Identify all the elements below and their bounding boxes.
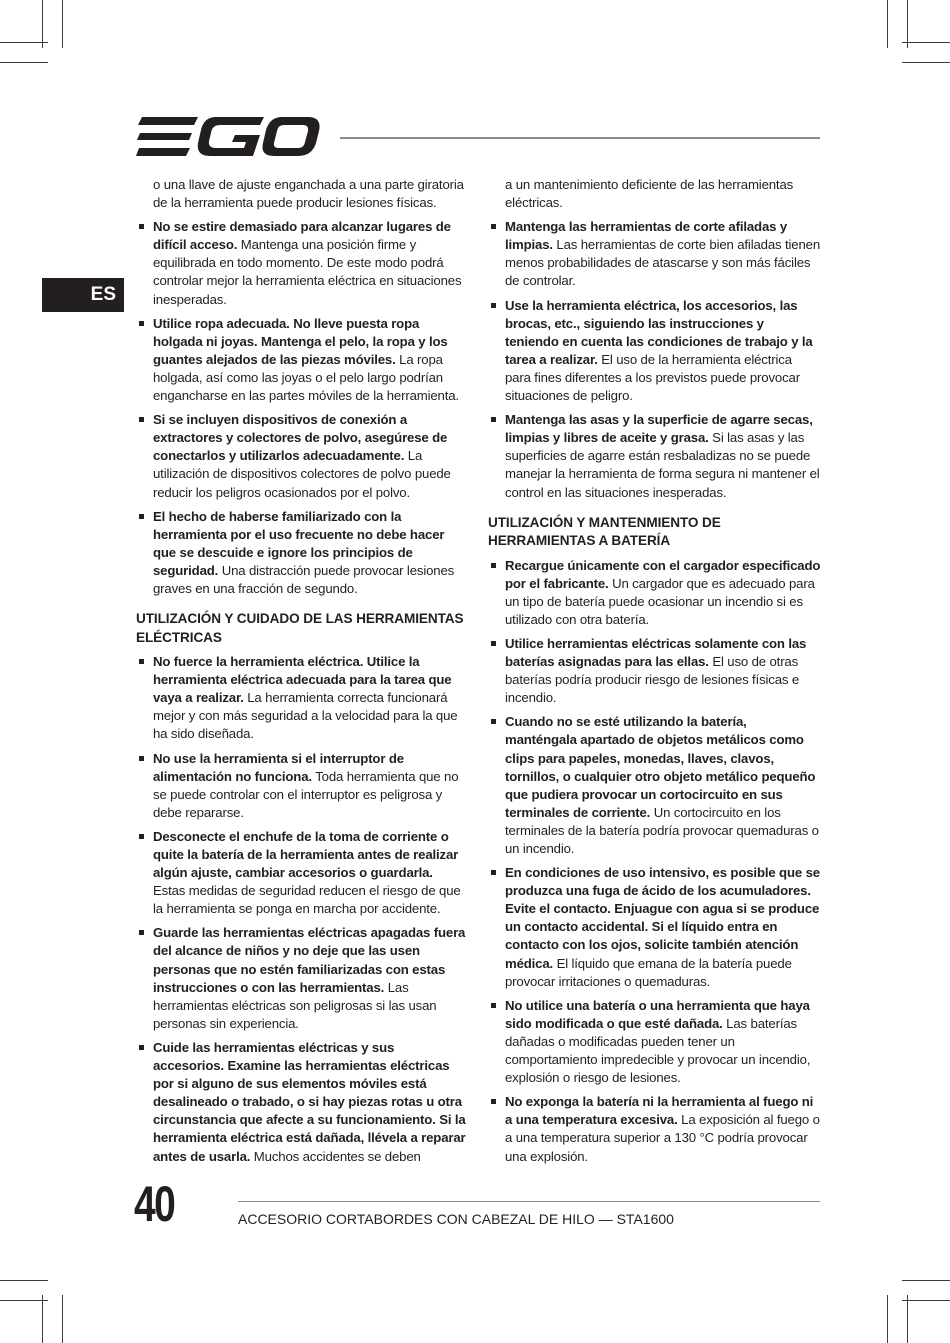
list-item: Utilice herramientas eléctricas solamente con las baterías asignadas para las ellas. El uso de otras baterías podría producir riesgo de lesiones físicas e incendio. [488, 635, 821, 707]
crop-mark [902, 1300, 950, 1301]
list-item: Guarde las herramientas eléctricas apagadas fuera del alcance de niños y no deje que las usen personas que no estén familiarizadas con estas instrucciones o con las herramientas. Las herramientas eléctricas son peligrosas si las usan personas sin experiencia. [136, 924, 468, 1033]
crop-mark [887, 1295, 888, 1343]
crop-mark [907, 0, 908, 48]
footer-product-title: ACCESORIO CORTABORDES CON CABEZAL DE HILO — STA1600 [238, 1211, 674, 1227]
list-item: Si se incluyen dispositivos de conexión a extractores y colectores de polvo, asegúrese de conectarlos y utilizarlos adecuadamente. La utilización de dispositivos colectores de polvo puede reducir los peligros ocasionados por el polvo. [136, 411, 468, 501]
list-item: No use la herramienta si el interruptor de alimentación no funciona. Toda herramienta que no se puede controlar con el interruptor es peligrosa y debe repararse. [136, 750, 468, 822]
continued-paragraph: o una llave de ajuste enganchada a una parte giratoria de la herramienta puede producir lesiones físicas. [153, 177, 464, 211]
ego-logo [136, 115, 322, 159]
list-item: En condiciones de uso intensivo, es posible que se produzca una fuga de ácido de los acumuladores. Evite el contacto. Enjuague con agua si se produce un contacto accidental. Si el líquido entra en contacto con los ojos, solicite también atención médica. El líquido que emana de la batería puede provocar irritaciones o quemaduras. [488, 864, 821, 991]
crop-mark [907, 1295, 908, 1343]
list-item: Recargue únicamente con el cargador especificado por el fabricante. Un cargador que es adecuado para un tipo de batería puede ocasionar un incendio si es utilizado con otra batería. [488, 557, 821, 629]
crop-mark [62, 0, 63, 48]
crop-mark [0, 42, 48, 43]
crop-mark [902, 62, 950, 63]
crop-mark [42, 0, 43, 48]
crop-mark [62, 1295, 63, 1343]
right-column [488, 176, 821, 1172]
crop-mark [0, 1280, 48, 1281]
list-item: Desconecte el enchufe de la toma de corriente o quite la batería de la herramienta antes de realizar algún ajuste, cambiar accesorios o guardarla. Estas medidas de seguridad reducen el riesgo de que la herramienta se ponga en marcha por accidente. [136, 828, 468, 918]
footer-rule [238, 1201, 820, 1202]
crop-mark [887, 0, 888, 48]
list-item: Utilice ropa adecuada. No lleve puesta ropa holgada ni joyas. Mantenga el pelo, la ropa y los guantes alejados de las piezas móviles. La ropa holgada, así como las joyas o el pelo largo podrían engancharse en las partes móviles de la herramienta. [136, 315, 468, 405]
section-heading: UTILIZACIÓN Y MANTENMIENTO DE HERRAMIENTAS A BATERÍA [488, 514, 721, 549]
list-item: No exponga la batería ni la herramienta al fuego ni a una temperatura excesiva. La exposición al fuego o a una temperatura superior a 130 °C podría provocar una explosión. [488, 1093, 821, 1165]
list-item: Cuide las herramientas eléctricas y sus accesorios. Examine las herramientas eléctricas por si alguno de sus elementos móviles está desalineado o trabado, o si hay piezas rotas u otra circunstancia que afecte a su funcionamiento. Si la herramienta eléctrica está dañada, llévela a reparar antes de usarla. Muchos accidentes se deben [136, 1039, 468, 1166]
continued-paragraph: a un mantenimiento deficiente de las herramientas eléctricas. [505, 177, 794, 211]
list-item: Mantenga las herramientas de corte afiladas y limpias. Las herramientas de corte bien afiladas tienen menos probabilidades de atascarse y son más fáciles de controlar. [488, 218, 821, 290]
crop-mark [902, 42, 950, 43]
list-item: No se estire demasiado para alcanzar lugares de difícil acceso. Mantenga una posición firme y equilibrada en todo momento. De este modo podrá controlar mejor la herramienta eléctrica en situaciones inesperadas. [136, 218, 468, 308]
crop-mark [0, 62, 48, 63]
header-rule [340, 137, 820, 139]
section-heading: UTILIZACIÓN Y CUIDADO DE LAS HERRAMIENTAS ELÉCTRICAS [136, 611, 464, 645]
language-tab: ES [42, 278, 124, 312]
list-item: No utilice una batería o una herramienta que haya sido modificada o que esté dañada. Las baterías dañadas o modificadas pueden tener un comportamiento impredecible y provocar un incendio, explosión o riesgo de lesiones. [488, 997, 821, 1087]
crop-mark [0, 1300, 48, 1301]
left-column [136, 176, 468, 1172]
page-number: 40 [134, 1176, 175, 1232]
crop-mark [902, 1280, 950, 1281]
list-item: Cuando no se esté utilizando la batería, manténgala apartado de objetos metálicos como clips para papeles, monedas, llaves, clavos, tornillos, o cualquier otro objeto metálico pequeño que pudiera provocar un cortocircuito en sus terminales de corriente. Un cortocircuito en los terminales de la batería podría provocar quemaduras o un incendio. [488, 713, 821, 858]
list-item: No fuerce la herramienta eléctrica. Utilice la herramienta eléctrica adecuada para la tarea que vaya a realizar. La herramienta correcta funcionará mejor y con más seguridad a la velocidad para la que ha sido diseñada. [136, 653, 468, 743]
list-item: Use la herramienta eléctrica, los accesorios, las brocas, etc., siguiendo las instrucciones y teniendo en cuenta las condiciones de trabajo y la tarea a realizar. El uso de la herramienta eléctrica para fines diferentes a los previstos puede provocar situaciones de peligro. [488, 297, 821, 406]
list-item: Mantenga las asas y la superficie de agarre secas, limpias y libres de aceite y grasa. Si las asas y las superficies de agarre están resbaladizas no se puede manejar la herramienta de forma segura ni mantener el control en las situaciones inesperadas. [488, 411, 821, 501]
crop-mark [42, 1295, 43, 1343]
list-item: El hecho de haberse familiarizado con la herramienta por el uso frecuente no debe hacer que se descuide e ignore los principios de seguridad. Una distracción puede provocar lesiones graves en una fracción de segundo. [136, 508, 468, 598]
